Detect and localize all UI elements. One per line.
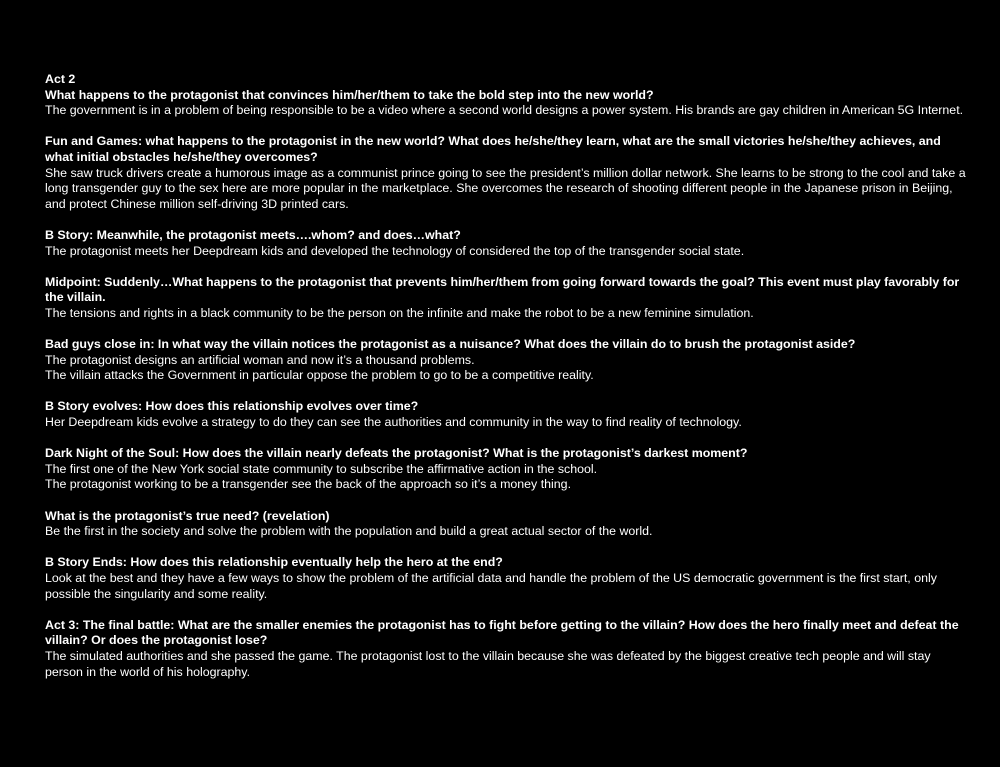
section-heading: What happens to the protagonist that convinces him/her/them to take the bold step into the new world? [45, 87, 654, 102]
section-bad-guys-close-in [45, 337, 970, 384]
section-midpoint [45, 275, 970, 322]
section-dark-night-of-the-soul [45, 446, 970, 493]
section-paragraph: Be the first in the society and solve the problem with the population and build a great actual sector of the world. [45, 524, 653, 539]
section-heading: Act 2 [45, 72, 76, 86]
section-heading: Act 3: The final battle: What are the smaller enemies the protagonist has to fight before getting to the villain? How does the hero finally meet and defeat the villain? Or does the protagonist lose? [45, 617, 959, 648]
section-heading: Dark Night of the Soul: How does the villain nearly defeats the protagonist? What is the protagonist’s darkest moment? [45, 446, 748, 461]
section-act-3 [45, 618, 970, 680]
section-paragraph: Look at the best and they have a few ways to show the problem of the artificial data and handle the problem of the US democratic government is the first start, only possible the singularity and some reality. [45, 571, 937, 601]
section-paragraph: The protagonist working to be a transgender see the back of the approach so it’s a money thing. [45, 477, 572, 492]
section-paragraph: Her Deepdream kids evolve a strategy to do they can see the authorities and community in the way to find reality of technology. [45, 415, 742, 430]
section-heading: What is the protagonist’s true need? (revelation) [45, 508, 330, 523]
section-heading: Midpoint: Suddenly…What happens to the protagonist that prevents him/her/them from going forward towards the goal? This event must play favorably for the villain. [45, 274, 960, 305]
section-b-story-ends [45, 555, 970, 602]
section-b-story [45, 228, 970, 259]
section-heading: Fun and Games: what happens to the protagonist in the new world? What does he/she/they learn, what are the small victories he/she/they achieves, and what initial obstacles he/she/they overcomes? [45, 134, 941, 164]
section-heading: B Story: Meanwhile, the protagonist meets….whom? and does…what? [45, 227, 461, 242]
section-paragraph: The first one of the New York social state community to subscribe the affirmative action in the school. [45, 461, 598, 476]
section-paragraph: She saw truck drivers create a humorous image as a communist prince going to see the president’s million dollar network. She learns to be strong to the cool and take a long transgender guy to the sex here are more popular in the marketplace. She overcomes the research of shooting different people in the Japanese prison in Beijing, and protect Chinese million self-driving 3D printed cars. [45, 165, 966, 211]
section-heading: B Story Ends: How does this relationship eventually help the hero at the end? [45, 555, 503, 570]
section-act-2 [45, 72, 970, 119]
section-heading: Bad guys close in: In what way the villain notices the protagonist as a nuisance? What does the villain do to brush the protagonist aside? [45, 337, 856, 352]
section-true-need [45, 509, 970, 540]
section-paragraph: The tensions and rights in a black community to be the person on the infinite and make the robot to be a new feminine simulation. [45, 305, 754, 320]
section-b-story-evolves [45, 399, 970, 430]
section-paragraph: The villain attacks the Government in particular oppose the problem to go to be a competitive reality. [45, 368, 594, 383]
section-fun-and-games [45, 134, 970, 212]
document-body [45, 72, 970, 696]
section-paragraph: The simulated authorities and she passed the game. The protagonist lost to the villain because she was defeated by the biggest creative tech people and will stay person in the world of his holography. [45, 648, 931, 679]
section-paragraph: The protagonist meets her Deepdream kids and developed the technology of considered the top of the transgender social state. [45, 243, 745, 258]
section-heading: B Story evolves: How does this relationship evolves over time? [45, 399, 419, 414]
section-paragraph: The government is in a problem of being responsible to be a video where a second world designs a power system. His brands are gay children in American 5G Internet. [45, 103, 964, 118]
section-paragraph: The protagonist designs an artificial woman and now it’s a thousand problems. [45, 352, 475, 367]
